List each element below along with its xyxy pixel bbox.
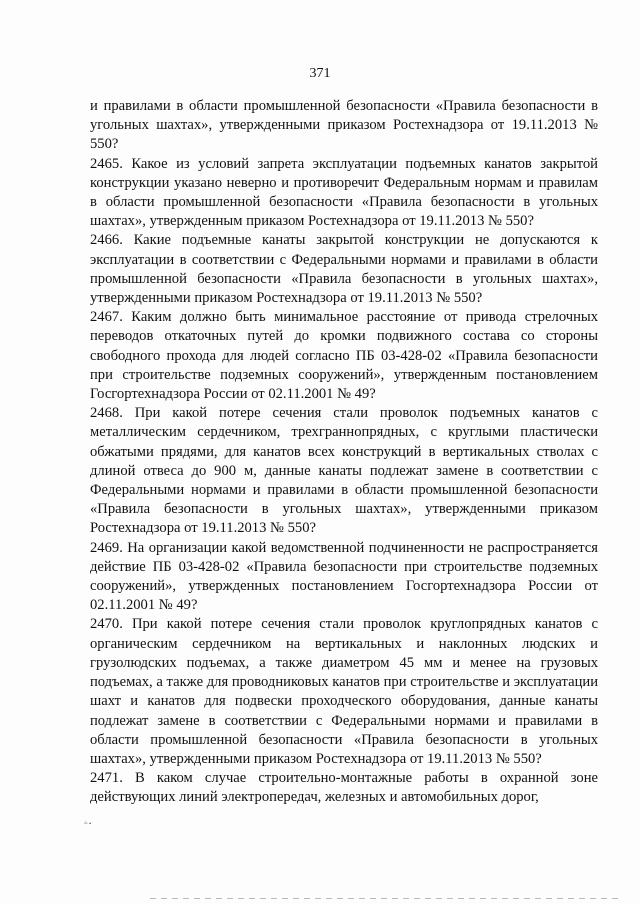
scan-edge-divider <box>150 898 620 899</box>
question-paragraph: 2467. Каким должно быть минимальное расстояние от привода стрелочных переводов откаточных путей до кромки подвижного состава со стороны свободного прохода для людей согласно ПБ 03-428-02 «Правила безопасности при строительстве подземных сооружений», утвержденным постановлением Госгортехнадзора России от 02.11.2001 № 49? <box>90 309 598 403</box>
question-paragraph: 2470. При какой потере сечения стали проволок круглопрядных канатов с органическим сердечником на вертикальных и наклонных людских и грузолюдских подъемах, а также диаметром 45 мм и менее на грузовых подъемах, а также для проводниковых канатов при строительстве и эксплуатации шахт и канатов для подвески проходческого оборудования, данные канаты подлежат замене в соответствии с Федеральными нормами и правилами в области промышленной безопасности «Правила безопасности в угольных шахтах», утвержденными приказом Ростехнадзора от 19.11.2013 № 550? <box>90 616 598 767</box>
question-paragraph: 2465. Какое из условий запрета эксплуатации подъемных канатов закрытой конструкции указано неверно и противоречит Федеральным нормам и правилам в области промышленной безопасности «Правила безопасности в угольных шахтах», утвержденным приказом Ростехнадзора от 19.11.2013 № 550? <box>90 155 598 230</box>
question-paragraph: 2466. Какие подъемные канаты закрытой конструкции не допускаются к эксплуатации в соответствии с Федеральными нормами и правилами в области промышленной безопасности «Правила безопасности в угольных шахтах», утвержденными приказом Ростехнадзора от 19.11.2013 № 550? <box>90 232 598 307</box>
question-paragraph: 2471. В каком случае строительно-монтажные работы в охранной зоне действующих линий электропередач, железных и автомобильных дорог, <box>90 770 598 806</box>
question-paragraph: и правилами в области промышленной безопасности «Правила безопасности в угольных шахтах», утвержденными приказом Ростехнадзора от 19.11.2013 № 550? <box>90 98 598 153</box>
margin-mark: ۦ. <box>84 813 92 827</box>
page-body <box>90 97 598 808</box>
question-paragraph: 2469. На организации какой ведомственной подчиненности не распространяется действие ПБ 03-428-02 «Правила безопасности при строительстве подземных сооружений», утвержденных постановлением Госгортехнадзора России от 02.11.2001 № 49? <box>90 539 598 614</box>
page-number: 371 <box>309 66 331 81</box>
question-paragraph: 2468. При какой потере сечения стали проволок подъемных канатов с металлическим сердечником, трехграннопрядных, с круглыми пластически обжатыми прядями, для канатов всех конструкций в вертикальных стволах с длиной отвеса до 900 м, данные канаты подлежат замене в соответствии с Федеральными нормами и правилами в области промышленной безопасности «Правила безопасности в угольных шахтах», утвержденными приказом Ростехнадзора от 19.11.2013 № 550? <box>90 405 598 537</box>
